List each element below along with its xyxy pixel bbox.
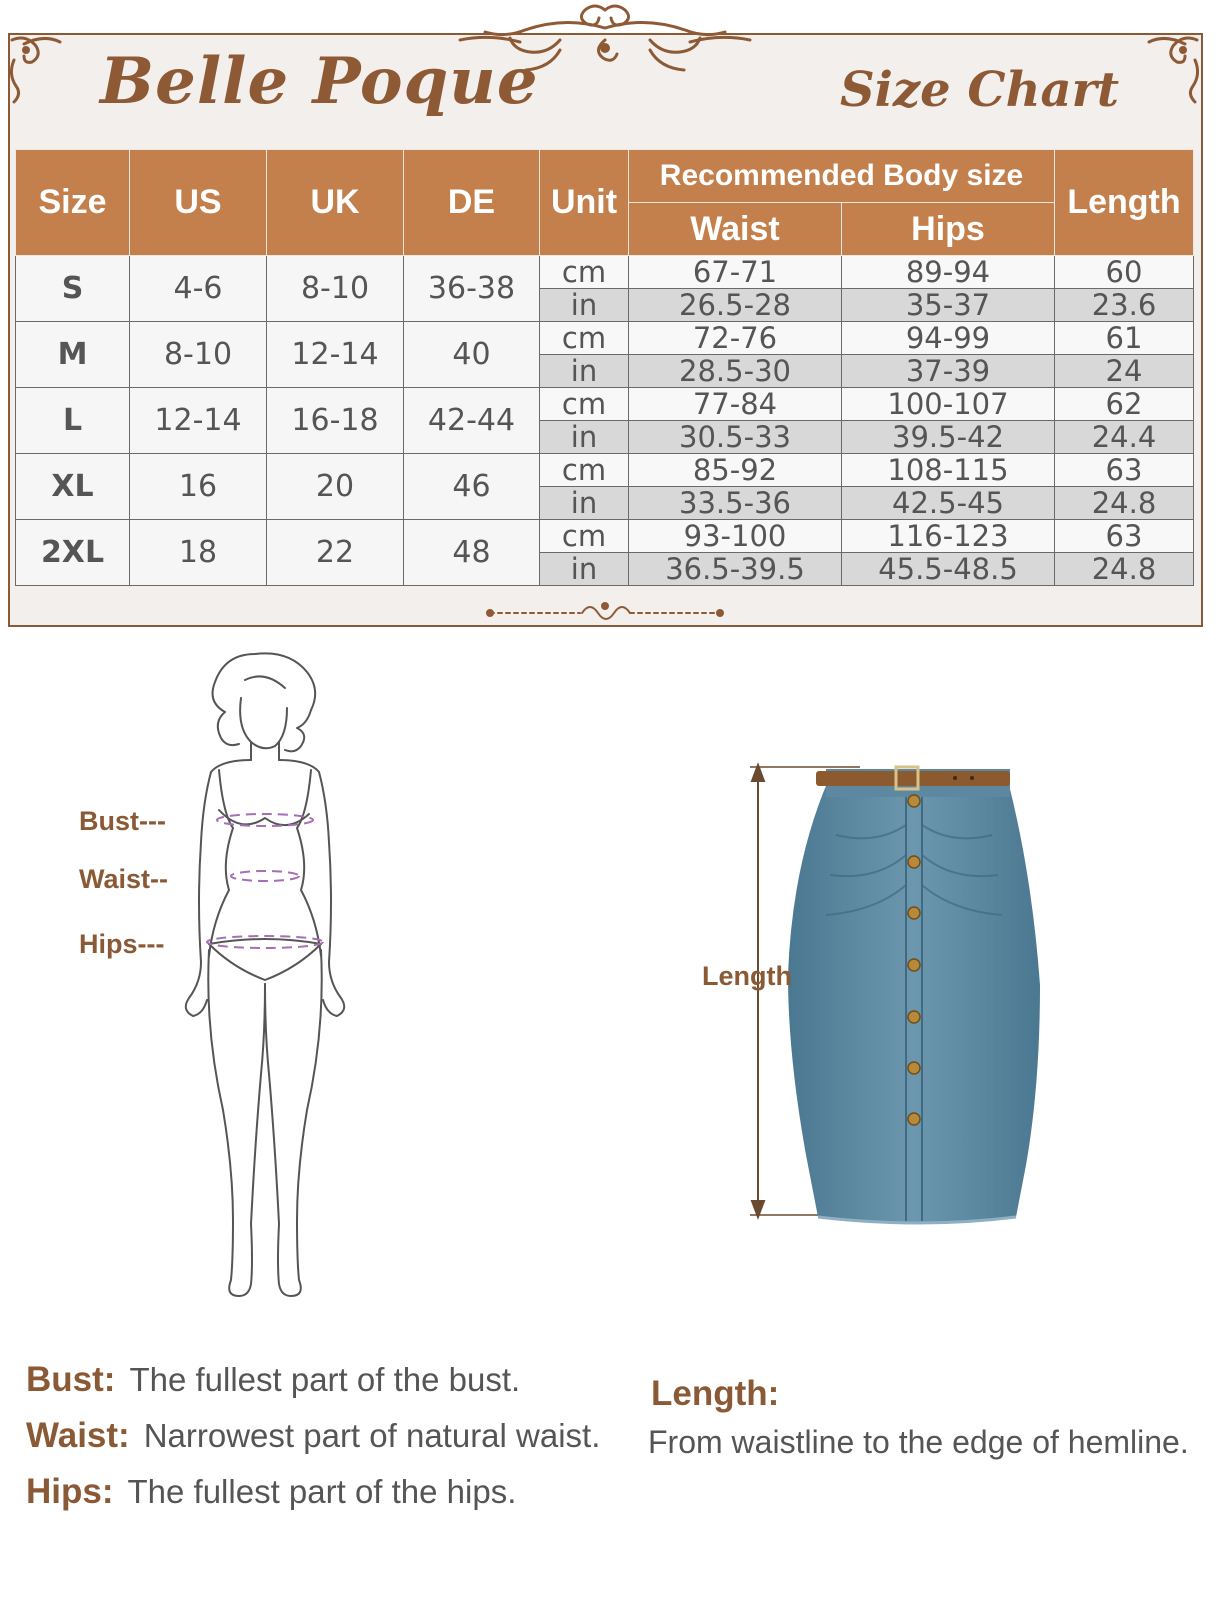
length-cell: 63	[1055, 520, 1194, 553]
table-row	[16, 388, 1194, 421]
size-table-body	[16, 256, 1194, 586]
unit-cell: in	[540, 421, 629, 454]
header-uk: UK	[267, 150, 404, 256]
waist-cell: 30.5-33	[629, 421, 842, 454]
left-corner-flourish-icon	[4, 30, 64, 110]
unit-cell: cm	[540, 454, 629, 487]
size-cell: 2XL	[16, 520, 130, 586]
waist-cell: 26.5-28	[629, 289, 842, 322]
us-cell: 8-10	[130, 322, 267, 388]
size-cell: M	[16, 322, 130, 388]
hips-cell: 35-37	[842, 289, 1055, 322]
us-cell: 18	[130, 520, 267, 586]
bust-term: Bust:	[26, 1360, 116, 1399]
length-cell: 24.8	[1055, 553, 1194, 586]
size-cell: XL	[16, 454, 130, 520]
us-cell: 4-6	[130, 256, 267, 322]
hips-cell: 89-94	[842, 256, 1055, 289]
bottom-divider-flourish-icon	[470, 596, 740, 630]
chart-title: Size Chart	[840, 62, 1120, 118]
table-row	[16, 520, 1194, 553]
size-cell: L	[16, 388, 130, 454]
header-de: DE	[404, 150, 540, 256]
length-cell: 62	[1055, 388, 1194, 421]
de-cell: 42-44	[404, 388, 540, 454]
header-us: US	[130, 150, 267, 256]
length-cell: 24.8	[1055, 487, 1194, 520]
uk-cell: 16-18	[267, 388, 404, 454]
length-cell: 24.4	[1055, 421, 1194, 454]
unit-cell: cm	[540, 256, 629, 289]
uk-cell: 20	[267, 454, 404, 520]
header-waist: Waist	[629, 203, 842, 256]
denim-skirt-illustration	[740, 755, 1060, 1235]
us-cell: 16	[130, 454, 267, 520]
hips-cell: 116-123	[842, 520, 1055, 553]
waist-cell: 67-71	[629, 256, 842, 289]
unit-cell: in	[540, 355, 629, 388]
waist-marker-label: Waist--	[79, 864, 168, 894]
length-cell: 63	[1055, 454, 1194, 487]
header-hips: Hips	[842, 203, 1055, 256]
length-cell: 60	[1055, 256, 1194, 289]
hips-description	[26, 1472, 516, 1512]
waist-cell: 36.5-39.5	[629, 553, 842, 586]
hips-term: Hips:	[26, 1472, 114, 1511]
length-cell: 23.6	[1055, 289, 1194, 322]
hips-cell: 37-39	[842, 355, 1055, 388]
body-outline-figure	[175, 650, 355, 1300]
hips-cell: 42.5-45	[842, 487, 1055, 520]
unit-cell: cm	[540, 322, 629, 355]
header-size: Size	[16, 150, 130, 256]
uk-cell: 12-14	[267, 322, 404, 388]
length-text: From waistline to the edge of hemline.	[648, 1424, 1189, 1460]
us-cell: 12-14	[130, 388, 267, 454]
length-term: Length:	[651, 1374, 780, 1413]
table-row	[16, 256, 1194, 289]
hips-cell: 94-99	[842, 322, 1055, 355]
hips-text: The fullest part of the hips.	[127, 1473, 517, 1510]
unit-cell: in	[540, 553, 629, 586]
waist-cell: 33.5-36	[629, 487, 842, 520]
hips-cell: 45.5-48.5	[842, 553, 1055, 586]
waist-cell: 77-84	[629, 388, 842, 421]
de-cell: 48	[404, 520, 540, 586]
waist-text: Narrowest part of natural waist.	[143, 1417, 601, 1454]
unit-cell: cm	[540, 520, 629, 553]
hips-cell: 100-107	[842, 388, 1055, 421]
bust-marker-label: Bust---	[79, 806, 166, 836]
bust-description	[26, 1360, 520, 1400]
de-cell: 36-38	[404, 256, 540, 322]
bust-text: The fullest part of the bust.	[129, 1361, 521, 1398]
waist-description	[26, 1416, 600, 1456]
uk-cell: 22	[267, 520, 404, 586]
length-cell: 24	[1055, 355, 1194, 388]
de-cell: 46	[404, 454, 540, 520]
waist-cell: 93-100	[629, 520, 842, 553]
hips-cell: 39.5-42	[842, 421, 1055, 454]
header-unit: Unit	[540, 150, 629, 256]
unit-cell: in	[540, 487, 629, 520]
brand-logo: Belle Poque	[100, 44, 539, 119]
right-corner-flourish-icon	[1145, 30, 1205, 110]
waist-term: Waist:	[26, 1416, 130, 1455]
table-row	[16, 454, 1194, 487]
unit-cell: cm	[540, 388, 629, 421]
length-cell: 61	[1055, 322, 1194, 355]
header-recommended-body-size: Recommended Body size	[629, 150, 1055, 203]
hips-cell: 108-115	[842, 454, 1055, 487]
waist-cell: 28.5-30	[629, 355, 842, 388]
unit-cell: in	[540, 289, 629, 322]
size-cell: S	[16, 256, 130, 322]
waist-cell: 85-92	[629, 454, 842, 487]
length-marker-label: Length	[702, 961, 792, 991]
hips-marker-label: Hips---	[79, 929, 165, 959]
de-cell: 40	[404, 322, 540, 388]
uk-cell: 8-10	[267, 256, 404, 322]
size-table	[15, 149, 1194, 586]
waist-cell: 72-76	[629, 322, 842, 355]
header-length: Length	[1055, 150, 1194, 256]
table-row	[16, 322, 1194, 355]
